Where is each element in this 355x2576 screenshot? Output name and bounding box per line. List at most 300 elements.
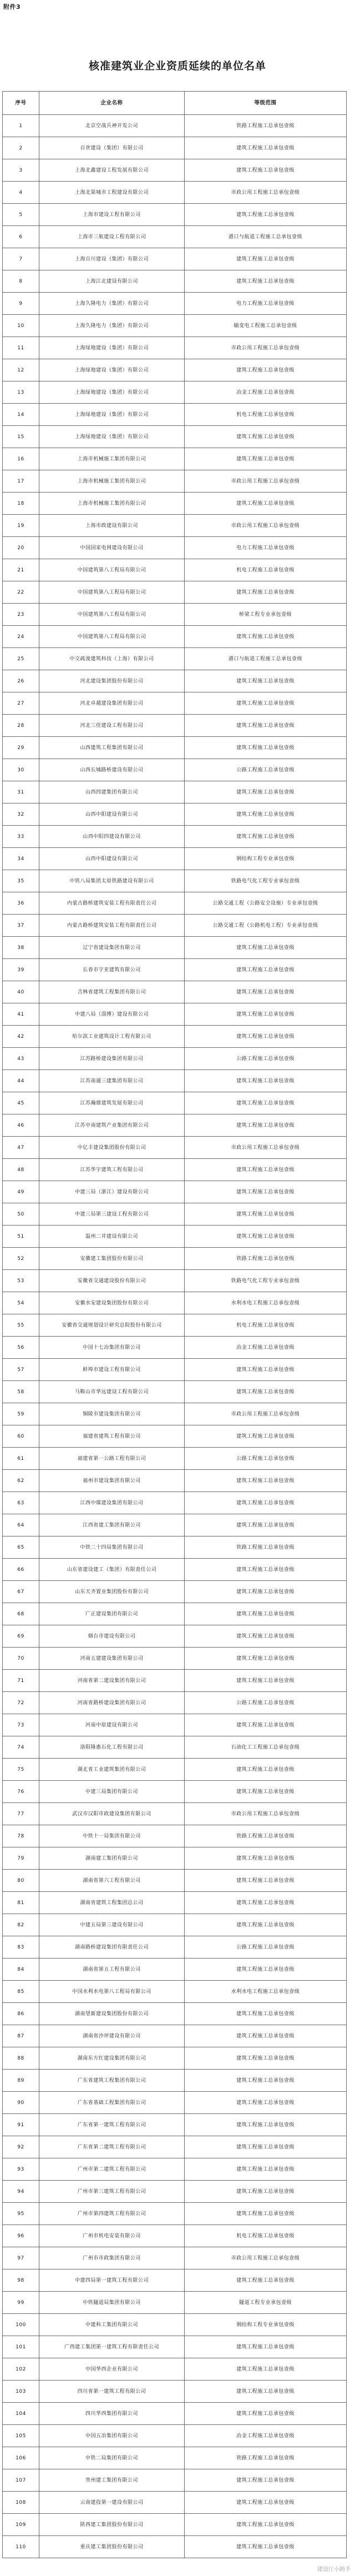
cell-qualification-scope: 市政公用工程施工总承包壹级: [185, 1403, 347, 1425]
cell-index: 47: [3, 1137, 39, 1159]
cell-index: 80: [3, 1870, 39, 1892]
table-row: [3, 1070, 347, 1092]
cell-index: 28: [3, 715, 39, 737]
table-row: [3, 182, 347, 204]
cell-index: 104: [3, 2403, 39, 2425]
table-row: [3, 781, 347, 804]
cell-index: 31: [3, 781, 39, 804]
cell-qualification-scope: 电力工程施工总承包壹级: [185, 293, 347, 315]
table-header-row: [3, 92, 347, 115]
cell-company-name: 中建八局（淄博）建设有限公司: [39, 1003, 185, 1026]
cell-company-name: 中铁八局集团太原铁路建设有限公司: [39, 870, 185, 892]
cell-index: 69: [3, 1625, 39, 1648]
table-row: [3, 1714, 347, 1736]
cell-index: 52: [3, 1248, 39, 1270]
cell-company-name: 广东省第二建筑工程有限公司: [39, 2136, 185, 2158]
cell-qualification-scope: 市政公用工程施工总承包壹级: [185, 470, 347, 493]
cell-company-name: 上海市政建设有限公司: [39, 515, 185, 537]
cell-company-name: 山东天齐置业集团股份有限公司: [39, 1581, 185, 1603]
cell-company-name: 河北卓越建设集团有限公司: [39, 692, 185, 715]
cell-index: 56: [3, 1337, 39, 1359]
cell-qualification-scope: 建筑工程施工总承包壹级: [185, 1425, 347, 1448]
cell-index: 49: [3, 1181, 39, 1203]
cell-index: 7: [3, 248, 39, 270]
cell-company-name: 上海绿地建设（集团）有限公司: [39, 359, 185, 381]
cell-index: 94: [3, 2181, 39, 2203]
cell-company-name: 云南建投第一建设有限公司: [39, 2492, 185, 2514]
table-row: [3, 848, 347, 870]
cell-company-name: 哈尔滨工业建筑设计工程有限公司: [39, 1026, 185, 1048]
table-row: [3, 2070, 347, 2092]
table-row: [3, 404, 347, 426]
table-row: [3, 626, 347, 648]
cell-index: 87: [3, 2025, 39, 2047]
cell-index: 29: [3, 737, 39, 759]
cell-qualification-scope: 建筑工程施工总承包壹级: [185, 715, 347, 737]
cell-qualification-scope: 建筑工程施工总承包壹级: [185, 1092, 347, 1114]
cell-index: 34: [3, 848, 39, 870]
table-row: [3, 115, 347, 137]
table-row: [3, 2292, 347, 2314]
cell-company-name: 中国国家电网建设有限公司: [39, 537, 185, 559]
cell-index: 96: [3, 2225, 39, 2247]
cell-company-name: 中国十七冶集团有限公司: [39, 1337, 185, 1359]
table-row: [3, 759, 347, 781]
cell-qualification-scope: 钢结构工程专业承包壹级: [185, 2314, 347, 2336]
cell-company-name: 上海市机械施工集团有限公司: [39, 493, 185, 515]
cell-qualification-scope: 建筑工程施工总承包壹级: [185, 2514, 347, 2536]
table-row: [3, 1959, 347, 1981]
cell-company-name: 湖北省工业建筑集团有限公司: [39, 1759, 185, 1781]
table-row: [3, 2514, 347, 2536]
cell-company-name: 陕西建工集团股份有限公司: [39, 2514, 185, 2536]
cell-company-name: 湖南省第六工程有限公司: [39, 1870, 185, 1892]
cell-index: 14: [3, 404, 39, 426]
cell-index: 30: [3, 759, 39, 781]
cell-index: 89: [3, 2070, 39, 2092]
cell-index: 67: [3, 1581, 39, 1603]
table-row: [3, 137, 347, 159]
cell-qualification-scope: 港口与航道工程施工总承包壹级: [185, 226, 347, 248]
cell-qualification-scope: 建筑工程施工总承包壹级: [185, 1603, 347, 1625]
cell-qualification-scope: 建筑工程施工总承包壹级: [185, 2181, 347, 2203]
table-row: [3, 1292, 347, 1314]
cell-qualification-scope: 建筑工程施工总承包壹级: [185, 2381, 347, 2403]
table-row: [3, 1625, 347, 1648]
cell-qualification-scope: 建筑工程施工总承包壹级: [185, 1114, 347, 1137]
cell-company-name: 重庆建工集团股份有限公司: [39, 2536, 185, 2558]
cell-qualification-scope: 冶金工程施工总承包壹级: [185, 1337, 347, 1359]
cell-qualification-scope: 建筑工程施工总承包壹级: [185, 1914, 347, 1936]
cell-company-name: 上海市建设工程有限公司: [39, 204, 185, 226]
table-row: [3, 2358, 347, 2381]
cell-company-name: 中铁隧道局集团有限公司: [39, 2292, 185, 2314]
cell-index: 75: [3, 1759, 39, 1781]
cell-qualification-scope: 建筑工程施工总承包壹级: [185, 1625, 347, 1648]
cell-qualification-scope: 建筑工程施工总承包壹级: [185, 1648, 347, 1670]
cell-company-name: 百世建设（集团）有限公司: [39, 137, 185, 159]
cell-qualification-scope: 建筑工程施工总承包壹级: [185, 1847, 347, 1870]
table-row: [3, 2225, 347, 2247]
cell-index: 72: [3, 1692, 39, 1714]
cell-qualification-scope: 建筑工程施工总承包壹级: [185, 2358, 347, 2381]
cell-index: 103: [3, 2381, 39, 2403]
cell-qualification-scope: 建筑工程施工总承包壹级: [185, 737, 347, 759]
table-row: [3, 337, 347, 359]
cell-company-name: 江苏华宇建筑工程有限公司: [39, 1159, 185, 1181]
table-row: [3, 1536, 347, 1559]
cell-index: 57: [3, 1359, 39, 1381]
cell-index: 65: [3, 1536, 39, 1559]
table-row: [3, 1514, 347, 1536]
cell-qualification-scope: 隧道工程专业承包壹级: [185, 2292, 347, 2314]
cell-company-name: 广州市第二建筑工程有限公司: [39, 2158, 185, 2181]
cell-qualification-scope: 建筑工程施工总承包壹级: [185, 804, 347, 826]
cell-company-name: 河北三佳建设工程有限公司: [39, 715, 185, 737]
cell-qualification-scope: 建筑工程施工总承包壹级: [185, 2269, 347, 2292]
cell-company-name: 山西四建集团有限公司: [39, 781, 185, 804]
cell-index: 68: [3, 1603, 39, 1625]
cell-company-name: 湖南路桥建设集团有限责任公司: [39, 1936, 185, 1959]
cell-qualification-scope: 石油化工工程施工总承包壹级: [185, 1736, 347, 1759]
table-row: [3, 1470, 347, 1492]
cell-qualification-scope: 建筑工程施工总承包壹级: [185, 2492, 347, 2514]
cell-qualification-scope: 建筑工程施工总承包壹级: [185, 1959, 347, 1981]
table-row: [3, 1825, 347, 1847]
header-company-name: 企业名称: [39, 92, 185, 115]
cell-qualification-scope: 建筑工程施工总承包壹级: [185, 1581, 347, 1603]
table-row: [3, 1559, 347, 1581]
cell-index: 51: [3, 1226, 39, 1248]
cell-company-name: 中铁十一局集团有限公司: [39, 1825, 185, 1847]
cell-index: 32: [3, 804, 39, 826]
table-row: [3, 2447, 347, 2469]
cell-qualification-scope: 铁路工程施工总承包壹级: [185, 1248, 347, 1270]
cell-qualification-scope: 建筑工程施工总承包壹级: [185, 2336, 347, 2358]
table-row: [3, 226, 347, 248]
cell-company-name: 湖南望新建设集团股份有限公司: [39, 2003, 185, 2025]
cell-company-name: 河南省第二建设集团有限公司: [39, 1670, 185, 1692]
table-row: [3, 1114, 347, 1137]
cell-index: 78: [3, 1825, 39, 1847]
cell-company-name: 山东省建设建工（集团）有限责任公司: [39, 1559, 185, 1581]
cell-company-name: 广州市第四建筑工程有限公司: [39, 2203, 185, 2225]
cell-company-name: 上海绿地建设（集团）有限公司: [39, 337, 185, 359]
table-row: [3, 537, 347, 559]
cell-qualification-scope: 市政公用工程施工总承包壹级: [185, 1803, 347, 1825]
cell-company-name: 中国建筑第八工程局有限公司: [39, 626, 185, 648]
cell-company-name: 中铁二局集团有限公司: [39, 2447, 185, 2469]
cell-company-name: 贵州建工集团有限公司: [39, 2469, 185, 2492]
cell-qualification-scope: 公路工程施工总承包壹级: [185, 1936, 347, 1959]
cell-company-name: 安徽省交通规划设计研究总院股份有限公司: [39, 1314, 185, 1337]
cell-qualification-scope: 公路工程施工总承包壹级: [185, 1448, 347, 1470]
cell-index: 24: [3, 626, 39, 648]
cell-company-name: 上海市三航建设工程有限公司: [39, 226, 185, 248]
table-row: [3, 2247, 347, 2269]
cell-qualification-scope: 建筑工程施工总承包壹级: [185, 2003, 347, 2025]
cell-company-name: 上海绿地建设（集团）有限公司: [39, 426, 185, 448]
cell-qualification-scope: 建筑工程施工总承包壹级: [185, 493, 347, 515]
table-row: [3, 670, 347, 692]
cell-company-name: 福建省建筑工程有限公司: [39, 1425, 185, 1448]
cell-company-name: 广正建设集团有限公司: [39, 1603, 185, 1625]
cell-company-name: 江苏路桥建设集团有限公司: [39, 1048, 185, 1070]
table-row: [3, 1847, 347, 1870]
table-row: [3, 1603, 347, 1625]
cell-qualification-scope: 建筑工程施工总承包壹级: [185, 1226, 347, 1248]
cell-qualification-scope: 建筑工程施工总承包壹级: [185, 2403, 347, 2425]
table-row: [3, 2114, 347, 2136]
cell-index: 73: [3, 1714, 39, 1736]
cell-qualification-scope: 机电工程施工总承包壹级: [185, 1314, 347, 1337]
cell-company-name: 中国华西企业有限公司: [39, 2358, 185, 2381]
table-row: [3, 2403, 347, 2425]
table-row: [3, 2203, 347, 2225]
cell-company-name: 广西建工集团第一建筑工程有限责任公司: [39, 2336, 185, 2358]
cell-qualification-scope: 市政公用工程施工总承包壹级: [185, 1137, 347, 1159]
table-row: [3, 248, 347, 270]
cell-company-name: 上海绿地建设（集团）有限公司: [39, 381, 185, 404]
table-row: [3, 2092, 347, 2114]
cell-qualification-scope: 建筑工程施工总承包壹级: [185, 1492, 347, 1514]
cell-index: 3: [3, 159, 39, 182]
cell-qualification-scope: 建筑工程施工总承包壹级: [185, 2158, 347, 2181]
cell-company-name: 内蒙古路桥建筑安装工程有限责任公司: [39, 892, 185, 915]
cell-index: 76: [3, 1781, 39, 1803]
cell-index: 98: [3, 2269, 39, 2292]
cell-qualification-scope: 公路工程施工总承包壹级: [185, 1692, 347, 1714]
cell-qualification-scope: 建筑工程施工总承包壹级: [185, 1892, 347, 1914]
cell-qualification-scope: 建筑工程施工总承包壹级: [185, 2203, 347, 2225]
cell-qualification-scope: 建筑工程施工总承包壹级: [185, 1070, 347, 1092]
cell-index: 62: [3, 1470, 39, 1492]
cell-company-name: 广州市机电安装有限公司: [39, 2225, 185, 2247]
cell-index: 11: [3, 337, 39, 359]
cell-company-name: 上海百川建设（集团）有限公司: [39, 248, 185, 270]
company-table: [2, 91, 347, 2558]
header-index: 序号: [3, 92, 39, 115]
table-row: [3, 1403, 347, 1425]
cell-company-name: 湖南省第五工程有限公司: [39, 1959, 185, 1981]
cell-qualification-scope: 建筑工程施工总承包壹级: [185, 2025, 347, 2047]
table-row: [3, 1048, 347, 1070]
table-row: [3, 448, 347, 470]
cell-company-name: 蚌埠市建设工程有限公司: [39, 1359, 185, 1381]
cell-qualification-scope: 建筑工程施工总承包壹级: [185, 2114, 347, 2136]
cell-qualification-scope: 水利水电工程施工总承包壹级: [185, 1292, 347, 1314]
table-row: [3, 2158, 347, 2181]
cell-qualification-scope: 建筑工程施工总承包壹级: [185, 1759, 347, 1781]
cell-index: 83: [3, 1936, 39, 1959]
table-row: [3, 159, 347, 182]
cell-qualification-scope: 建筑工程施工总承包壹级: [185, 1670, 347, 1692]
cell-company-name: 北京空战兵神开发公司: [39, 115, 185, 137]
cell-company-name: 河南五建建设集团有限公司: [39, 1648, 185, 1670]
table-row: [3, 826, 347, 848]
cell-company-name: 广州市第三建筑工程有限公司: [39, 2181, 185, 2203]
cell-index: 55: [3, 1314, 39, 1337]
cell-qualification-scope: 建筑工程施工总承包壹级: [185, 959, 347, 981]
table-row: [3, 1803, 347, 1825]
cell-qualification-scope: 建筑工程施工总承包壹级: [185, 1181, 347, 1203]
cell-company-name: 武汉市汉阳市政建设集团有限公司: [39, 1803, 185, 1825]
cell-qualification-scope: 公路工程施工总承包壹级: [185, 759, 347, 781]
cell-company-name: 中建三局（浙江）建设有限公司: [39, 1181, 185, 1203]
cell-index: 109: [3, 2514, 39, 2536]
cell-qualification-scope: 建筑工程施工总承包壹级: [185, 692, 347, 715]
cell-qualification-scope: 建筑工程施工总承包壹级: [185, 1470, 347, 1492]
cell-company-name: 长春市宇亚建筑有限公司: [39, 959, 185, 981]
table-row: [3, 270, 347, 293]
cell-company-name: 吉林省建筑工程集团有限公司: [39, 981, 185, 1003]
table-row: [3, 2269, 347, 2292]
cell-index: 45: [3, 1092, 39, 1114]
table-row: [3, 892, 347, 915]
table-row: [3, 604, 347, 626]
table-row: [3, 1248, 347, 1270]
cell-company-name: 河南省路桥建设集团有限公司: [39, 1692, 185, 1714]
cell-company-name: 福州市建设集团有限公司: [39, 1470, 185, 1492]
cell-company-name: 上海久隆电力（集团）有限公司: [39, 315, 185, 337]
cell-index: 44: [3, 1070, 39, 1092]
table-row: [3, 1936, 347, 1959]
table-row: [3, 515, 347, 537]
cell-index: 97: [3, 2247, 39, 2269]
cell-index: 18: [3, 493, 39, 515]
cell-index: 92: [3, 2136, 39, 2158]
cell-index: 22: [3, 581, 39, 604]
cell-company-name: 中国建筑第八工程局有限公司: [39, 604, 185, 626]
cell-index: 19: [3, 515, 39, 537]
table-row: [3, 2181, 347, 2203]
cell-company-name: 上海江北建设有限公司: [39, 270, 185, 293]
cell-company-name: 中建三局第三建设工程有限公司: [39, 1203, 185, 1226]
cell-qualification-scope: 建筑工程施工总承包壹级: [185, 204, 347, 226]
cell-index: 38: [3, 937, 39, 959]
cell-index: 61: [3, 1448, 39, 1470]
table-row: [3, 426, 347, 448]
table-row: [3, 1226, 347, 1248]
cell-company-name: 中亿丰建设集团股份有限公司: [39, 1137, 185, 1159]
cell-index: 93: [3, 2158, 39, 2181]
cell-index: 43: [3, 1048, 39, 1070]
cell-qualification-scope: 建筑工程施工总承包壹级: [185, 1781, 347, 1803]
cell-index: 36: [3, 892, 39, 915]
cell-qualification-scope: 建筑工程施工总承包壹级: [185, 781, 347, 804]
cell-company-name: 广州市市政集团有限公司: [39, 2247, 185, 2269]
cell-company-name: 河南中原建设有限公司: [39, 1714, 185, 1736]
cell-index: 99: [3, 2292, 39, 2314]
cell-index: 23: [3, 604, 39, 626]
cell-company-name: 河北建设集团股份有限公司: [39, 670, 185, 692]
table-row: [3, 1337, 347, 1359]
header-qualification-scope: 等级范围: [185, 92, 347, 115]
cell-qualification-scope: 建筑工程施工总承包壹级: [185, 937, 347, 959]
cell-qualification-scope: 市政公用工程施工总承包壹级: [185, 515, 347, 537]
cell-qualification-scope: 港口与航道工程施工总承包壹级: [185, 648, 347, 670]
cell-company-name: 江苏中南建筑产业集团有限公司: [39, 1114, 185, 1137]
cell-index: 40: [3, 981, 39, 1003]
table-body: [3, 115, 347, 2558]
cell-company-name: 中铁二十四局集团有限公司: [39, 1536, 185, 1559]
cell-index: 100: [3, 2314, 39, 2336]
cell-qualification-scope: 建筑工程施工总承包壹级: [185, 581, 347, 604]
table-row: [3, 1648, 347, 1670]
cell-qualification-scope: 建筑工程施工总承包壹级: [185, 1203, 347, 1226]
table-row: [3, 204, 347, 226]
cell-company-name: 辽宁省建设集团有限公司: [39, 937, 185, 959]
cell-company-name: 铜陵市建设集团有限公司: [39, 1403, 185, 1425]
cell-qualification-scope: 冶金工程施工总承包壹级: [185, 2425, 347, 2447]
table-row: [3, 1092, 347, 1114]
table-row: [3, 937, 347, 959]
cell-qualification-scope: 建筑工程施工总承包壹级: [185, 159, 347, 182]
cell-qualification-scope: 电力工程施工总承包壹级: [185, 537, 347, 559]
cell-company-name: 四川华西集团有限公司: [39, 2403, 185, 2425]
cell-qualification-scope: 铁路电气化工程专业承包壹级: [185, 1270, 347, 1292]
table-row: [3, 1981, 347, 2003]
table-row: [3, 1914, 347, 1936]
cell-company-name: 洛阳隆惠石化工程有限公司: [39, 1736, 185, 1759]
cell-company-name: 中建四局第一建筑工程有限公司: [39, 2269, 185, 2292]
cell-qualification-scope: 建筑工程施工总承包壹级: [185, 1159, 347, 1181]
cell-qualification-scope: 建筑工程施工总承包壹级: [185, 448, 347, 470]
cell-company-name: 安徽建工集团股份有限公司: [39, 1248, 185, 1270]
table-row: [3, 1181, 347, 1203]
watermark: 建设厅小助手: [317, 2567, 351, 2573]
cell-index: 102: [3, 2358, 39, 2381]
attachment-label: 附件3: [3, 3, 21, 11]
table-row: [3, 2425, 347, 2447]
table-row: [3, 2025, 347, 2047]
cell-company-name: 广东省建筑工程集团有限公司: [39, 2070, 185, 2092]
cell-company-name: 湖南东方红建设集团有限公司: [39, 2047, 185, 2070]
cell-qualification-scope: 建筑工程施工总承包壹级: [185, 2136, 347, 2158]
cell-qualification-scope: 铁路工程施工总承包壹级: [185, 115, 347, 137]
cell-index: 107: [3, 2469, 39, 2492]
cell-qualification-scope: 建筑工程施工总承包壹级: [185, 670, 347, 692]
cell-index: 41: [3, 1003, 39, 1026]
table-row: [3, 870, 347, 892]
cell-index: 58: [3, 1381, 39, 1403]
cell-company-name: 四川省第一建筑工程有限公司: [39, 2381, 185, 2403]
cell-index: 37: [3, 915, 39, 937]
cell-company-name: 广东省第一建筑工程有限公司: [39, 2114, 185, 2136]
cell-qualification-scope: 建筑工程施工总承包壹级: [185, 2469, 347, 2492]
table-row: [3, 1448, 347, 1470]
cell-index: 25: [3, 648, 39, 670]
cell-index: 10: [3, 315, 39, 337]
cell-company-name: 湖南建工集团有限公司: [39, 1847, 185, 1870]
cell-qualification-scope: 建筑工程施工总承包壹级: [185, 1359, 347, 1381]
cell-index: 12: [3, 359, 39, 381]
cell-company-name: 中国建筑第八工程局有限公司: [39, 559, 185, 581]
table-row: [3, 715, 347, 737]
cell-company-name: 温州二井建设有限公司: [39, 1226, 185, 1248]
cell-index: 53: [3, 1270, 39, 1292]
cell-index: 21: [3, 559, 39, 581]
cell-qualification-scope: 建筑工程施工总承包壹级: [185, 2070, 347, 2092]
cell-qualification-scope: 钢结构工程专业承包壹级: [185, 848, 347, 870]
cell-index: 105: [3, 2425, 39, 2447]
cell-company-name: 湖南省建筑工程集团总公司: [39, 1892, 185, 1914]
cell-index: 4: [3, 182, 39, 204]
cell-index: 8: [3, 270, 39, 293]
cell-index: 66: [3, 1559, 39, 1581]
cell-qualification-scope: 建筑工程施工总承包壹级: [185, 1514, 347, 1536]
cell-qualification-scope: 铁路工程施工总承包壹级: [185, 2447, 347, 2469]
